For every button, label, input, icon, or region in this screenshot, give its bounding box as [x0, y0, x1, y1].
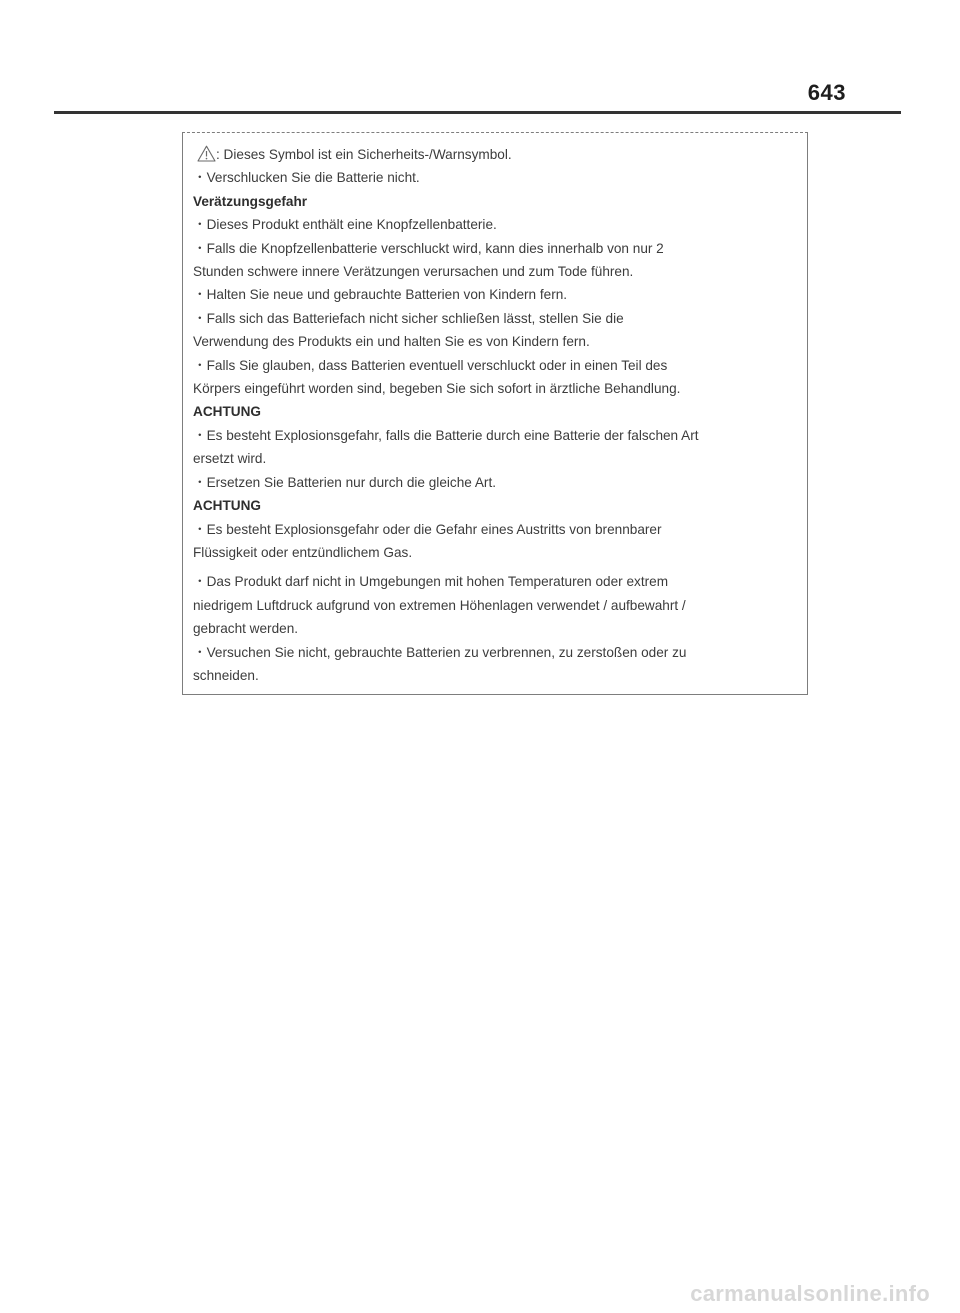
notice-line: ・Ersetzen Sie Batterien nur durch die gleiche Art. [193, 474, 496, 490]
notice-heading: Verätzungsgefahr [193, 193, 308, 209]
notice-line: ・Falls sich das Batteriefach nicht sicher schließen lässt, stellen Sie die [193, 310, 624, 326]
notice-line: Verwendung des Produkts ein und halten Sie es von Kindern fern. [193, 334, 590, 350]
symbol-explanation-text: : Dieses Symbol ist ein Sicherheits-/Warnsymbol. [216, 147, 512, 162]
notice-line: ・Es besteht Explosionsgefahr oder die Gefahr eines Austritts von brennbarer [193, 521, 662, 537]
notice-line: ・Halten Sie neue und gebrauchte Batterien von Kindern fern. [193, 287, 568, 303]
warning-triangle-icon [197, 145, 216, 162]
notice-line: ・Versuchen Sie nicht, gebrauchte Batterien zu verbrennen, zu zerstoßen oder zu [193, 644, 687, 660]
notice-heading: ACHTUNG [193, 498, 261, 514]
notice-heading: ACHTUNG [193, 404, 261, 420]
watermark: carmanualsonline.info [690, 1281, 930, 1306]
notice-line: ・Dieses Produkt enthält eine Knopfzellenbatterie. [193, 217, 497, 233]
notice-line: schneiden. [193, 667, 259, 683]
notice-line: ・Falls Sie glauben, dass Batterien eventuell verschluckt oder in einen Teil des [193, 357, 668, 373]
page-number: 643 [807, 80, 846, 105]
notice-line: ・Falls die Knopfzellenbatterie verschluckt wird, kann dies innerhalb von nur 2 [193, 240, 664, 256]
notice-line: ・Verschlucken Sie die Batterie nicht. [193, 170, 420, 186]
symbol-explanation-line [193, 143, 797, 166]
safety-notice-box [182, 132, 808, 695]
notice-line: niedrigem Luftdruck aufgrund von extremen Höhenlagen verwendet / aufbewahrt / [193, 597, 686, 613]
header-rule [54, 111, 901, 114]
notice-line: ・Es besteht Explosionsgefahr, falls die Batterie durch eine Batterie der falschen Art [193, 427, 699, 443]
notice-line: ersetzt wird. [193, 451, 267, 467]
notice-line: Stunden schwere innere Verätzungen verursachen und zum Tode führen. [193, 264, 634, 280]
notice-line: ・Das Produkt darf nicht in Umgebungen mit hohen Temperaturen oder extrem [193, 574, 669, 590]
notice-line: Körpers eingeführt worden sind, begeben Sie sich sofort in ärztliche Behandlung. [193, 381, 681, 397]
notice-line: Flüssigkeit oder entzündlichem Gas. [193, 544, 413, 560]
notice-lines [193, 166, 797, 687]
notice-line: gebracht werden. [193, 621, 299, 637]
